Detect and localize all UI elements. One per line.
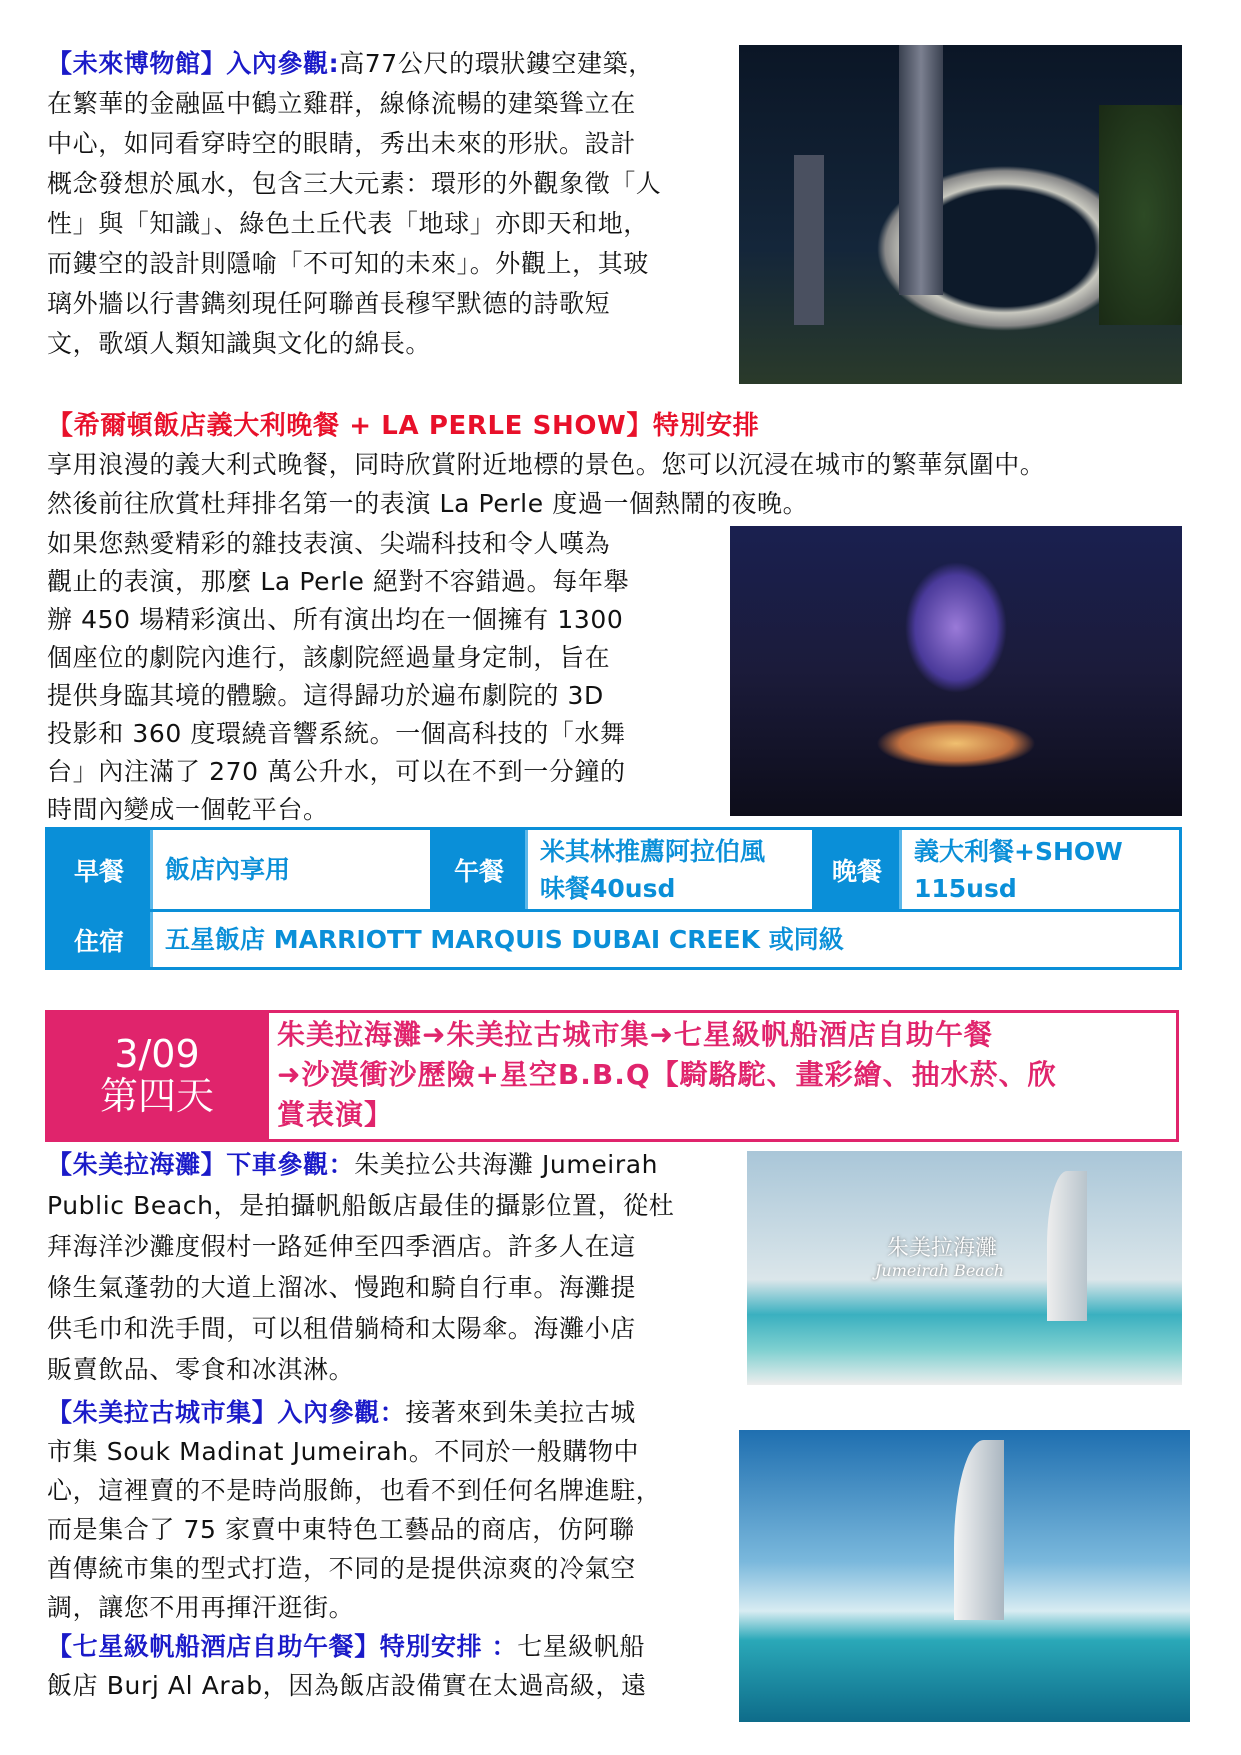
tree-shape [1099, 105, 1182, 325]
lunch-line: 味餐40usd [540, 873, 676, 903]
beach-line: 販賣飲品、零食和冰淇淋。 [47, 1355, 355, 1384]
burj-al-arab-shape [1047, 1171, 1087, 1321]
laperle-line: 投影和 360 度環繞音響系統。一個高科技的「水舞 [47, 719, 626, 748]
meals-table [45, 827, 1182, 970]
laperle-line: 個座位的劇院內進行，該劇院經過量身定制，旨在 [47, 643, 611, 672]
tower-shape [899, 45, 943, 295]
museum-line: 璃外牆以行書鐫刻現任阿聯酋長穆罕默德的詩歌短 [47, 289, 611, 318]
souk-line: 酋傳統市集的型式打造，不同的是提供涼爽的冷氣空 [47, 1554, 636, 1583]
museum-heading: 【未來博物館】入內參觀: [47, 49, 340, 78]
beach-line-0 [47, 1150, 658, 1180]
text: 七星級帆船 [517, 1632, 646, 1661]
souk-heading: 【朱美拉古城市集】入內參觀： [47, 1398, 406, 1427]
burj-al-arab-shape [954, 1440, 1004, 1620]
laperle-line: 如果您熱愛精彩的雜技表演、尖端科技和令人嘆為 [47, 529, 611, 558]
breakfast-value: 飯店內享用 [153, 830, 433, 909]
museum-line: 在繁華的金融區中鶴立雞群，線條流暢的建築聳立在 [47, 89, 636, 118]
burj-line: 飯店 Burj Al Arab，因為飯店設備實在太過高級，遠 [47, 1671, 647, 1700]
lunch-line: 米其林推薦阿拉伯風 [540, 836, 766, 866]
day-date: 3/09 [114, 1032, 200, 1076]
museum-line: 而鏤空的設計則隱喻「不可知的未來」。外觀上，其玻 [47, 249, 649, 278]
photo-caption-en: Jumeirah Beach [875, 1261, 1005, 1280]
laperle-line: 觀止的表演，那麼 La Perle 絕對不容錯過。每年舉 [47, 567, 630, 596]
museum-line: 文，歌頌人類知識與文化的綿長。 [47, 329, 432, 358]
jumeirah-beach-photo [747, 1151, 1182, 1385]
photo-caption: 朱美拉海灘 [887, 1236, 998, 1261]
burj-heading: 【七星級帆船酒店自助午餐】特別安排 ： [47, 1632, 518, 1661]
beach-heading: 【朱美拉海灘】下車參觀： [47, 1150, 355, 1179]
beach-line: Public Beach，是拍攝帆船飯店最佳的攝影位置，從杜 [47, 1191, 675, 1220]
route-line: 朱美拉海灘➜朱美拉古城市集➜七星級帆船酒店自助午餐 [277, 1018, 993, 1051]
text: 接著來到朱美拉古城 [405, 1398, 636, 1427]
souk-line: 調，讓您不用再揮汗逛街。 [47, 1593, 355, 1622]
souk-line: 心，這裡賣的不是時尚服飾，也看不到任何名牌進駐， [47, 1476, 662, 1505]
dinner-line: 義大利餐+SHOW [914, 836, 1123, 866]
laperle-line: 時間內變成一個乾平台。 [47, 795, 329, 824]
text: 高77公尺的環狀鏤空建築， [339, 49, 654, 78]
text: 朱美拉公共海灘 Jumeirah [354, 1150, 659, 1179]
day-label [48, 1013, 266, 1139]
lunch-label: 午餐 [433, 830, 528, 909]
laperle-heading: 【希爾頓飯店義大利晚餐 + LA PERLE SHOW】特別安排 [47, 411, 760, 441]
day-name: 第四天 [99, 1074, 214, 1118]
souk-line-0 [47, 1398, 636, 1428]
museum-line-0 [47, 49, 654, 79]
beach-line: 拜海洋沙灘度假村一路延伸至四季酒店。許多人在這 [47, 1232, 636, 1261]
souk-line: 而是集合了 75 家賣中東特色工藝品的商店，仿阿聯 [47, 1515, 635, 1544]
museum-line: 中心，如同看穿時空的眼睛，秀出未來的形狀。設計 [47, 129, 636, 158]
route-line: 賞表演】 [277, 1098, 394, 1131]
dinner-value [902, 830, 1179, 909]
hotel-label: 住宿 [48, 912, 153, 967]
la-perle-show-photo [730, 526, 1182, 816]
laperle-line: 享用浪漫的義大利式晚餐，同時欣賞附近地標的景色。您可以沉浸在城市的繁華氛圍中。 [47, 450, 1046, 479]
tower-shape [794, 155, 824, 325]
burj-al-arab-photo [739, 1430, 1190, 1722]
laperle-line: 然後前往欣賞杜拜排名第一的表演 La Perle 度過一個熱鬧的夜晚。 [47, 489, 809, 518]
beach-line: 條生氣蓬勃的大道上溜冰、慢跑和騎自行車。海灘提 [47, 1273, 636, 1302]
hotel-value: 五星飯店 MARRIOTT MARQUIS DUBAI CREEK 或同級 [165, 925, 844, 954]
burj-line-0 [47, 1632, 645, 1662]
beach-line: 供毛巾和洗手間，可以租借躺椅和太陽傘。海灘小店 [47, 1314, 636, 1343]
museum-line: 概念發想於風水，包含三大元素：環形的外觀象徵「人 [47, 169, 662, 198]
museum-of-future-photo [739, 45, 1182, 384]
lunch-value [528, 830, 815, 909]
museum-line: 性」與「知識」、綠色土丘代表「地球」亦即天和地， [47, 209, 649, 238]
breakfast-label: 早餐 [48, 830, 153, 909]
dinner-line: 115usd [914, 873, 1017, 903]
laperle-line: 提供身臨其境的體驗。這得歸功於遍布劇院的 3D [47, 681, 604, 710]
dinner-label: 晚餐 [815, 830, 902, 909]
laperle-line: 辦 450 場精彩演出、所有演出均在一個擁有 1300 [47, 605, 624, 634]
day-header [45, 1010, 1179, 1142]
route-line: ➜沙漠衝沙歷險+星空B.B.Q【騎駱駝、畫彩繪、抽水菸、欣 [277, 1058, 1057, 1091]
souk-line: 市集 Souk Madinat Jumeirah。不同於一般購物中 [47, 1437, 640, 1466]
laperle-line: 台」內注滿了 270 萬公升水，可以在不到一分鐘的 [47, 757, 626, 786]
day-route [266, 1013, 1176, 1139]
